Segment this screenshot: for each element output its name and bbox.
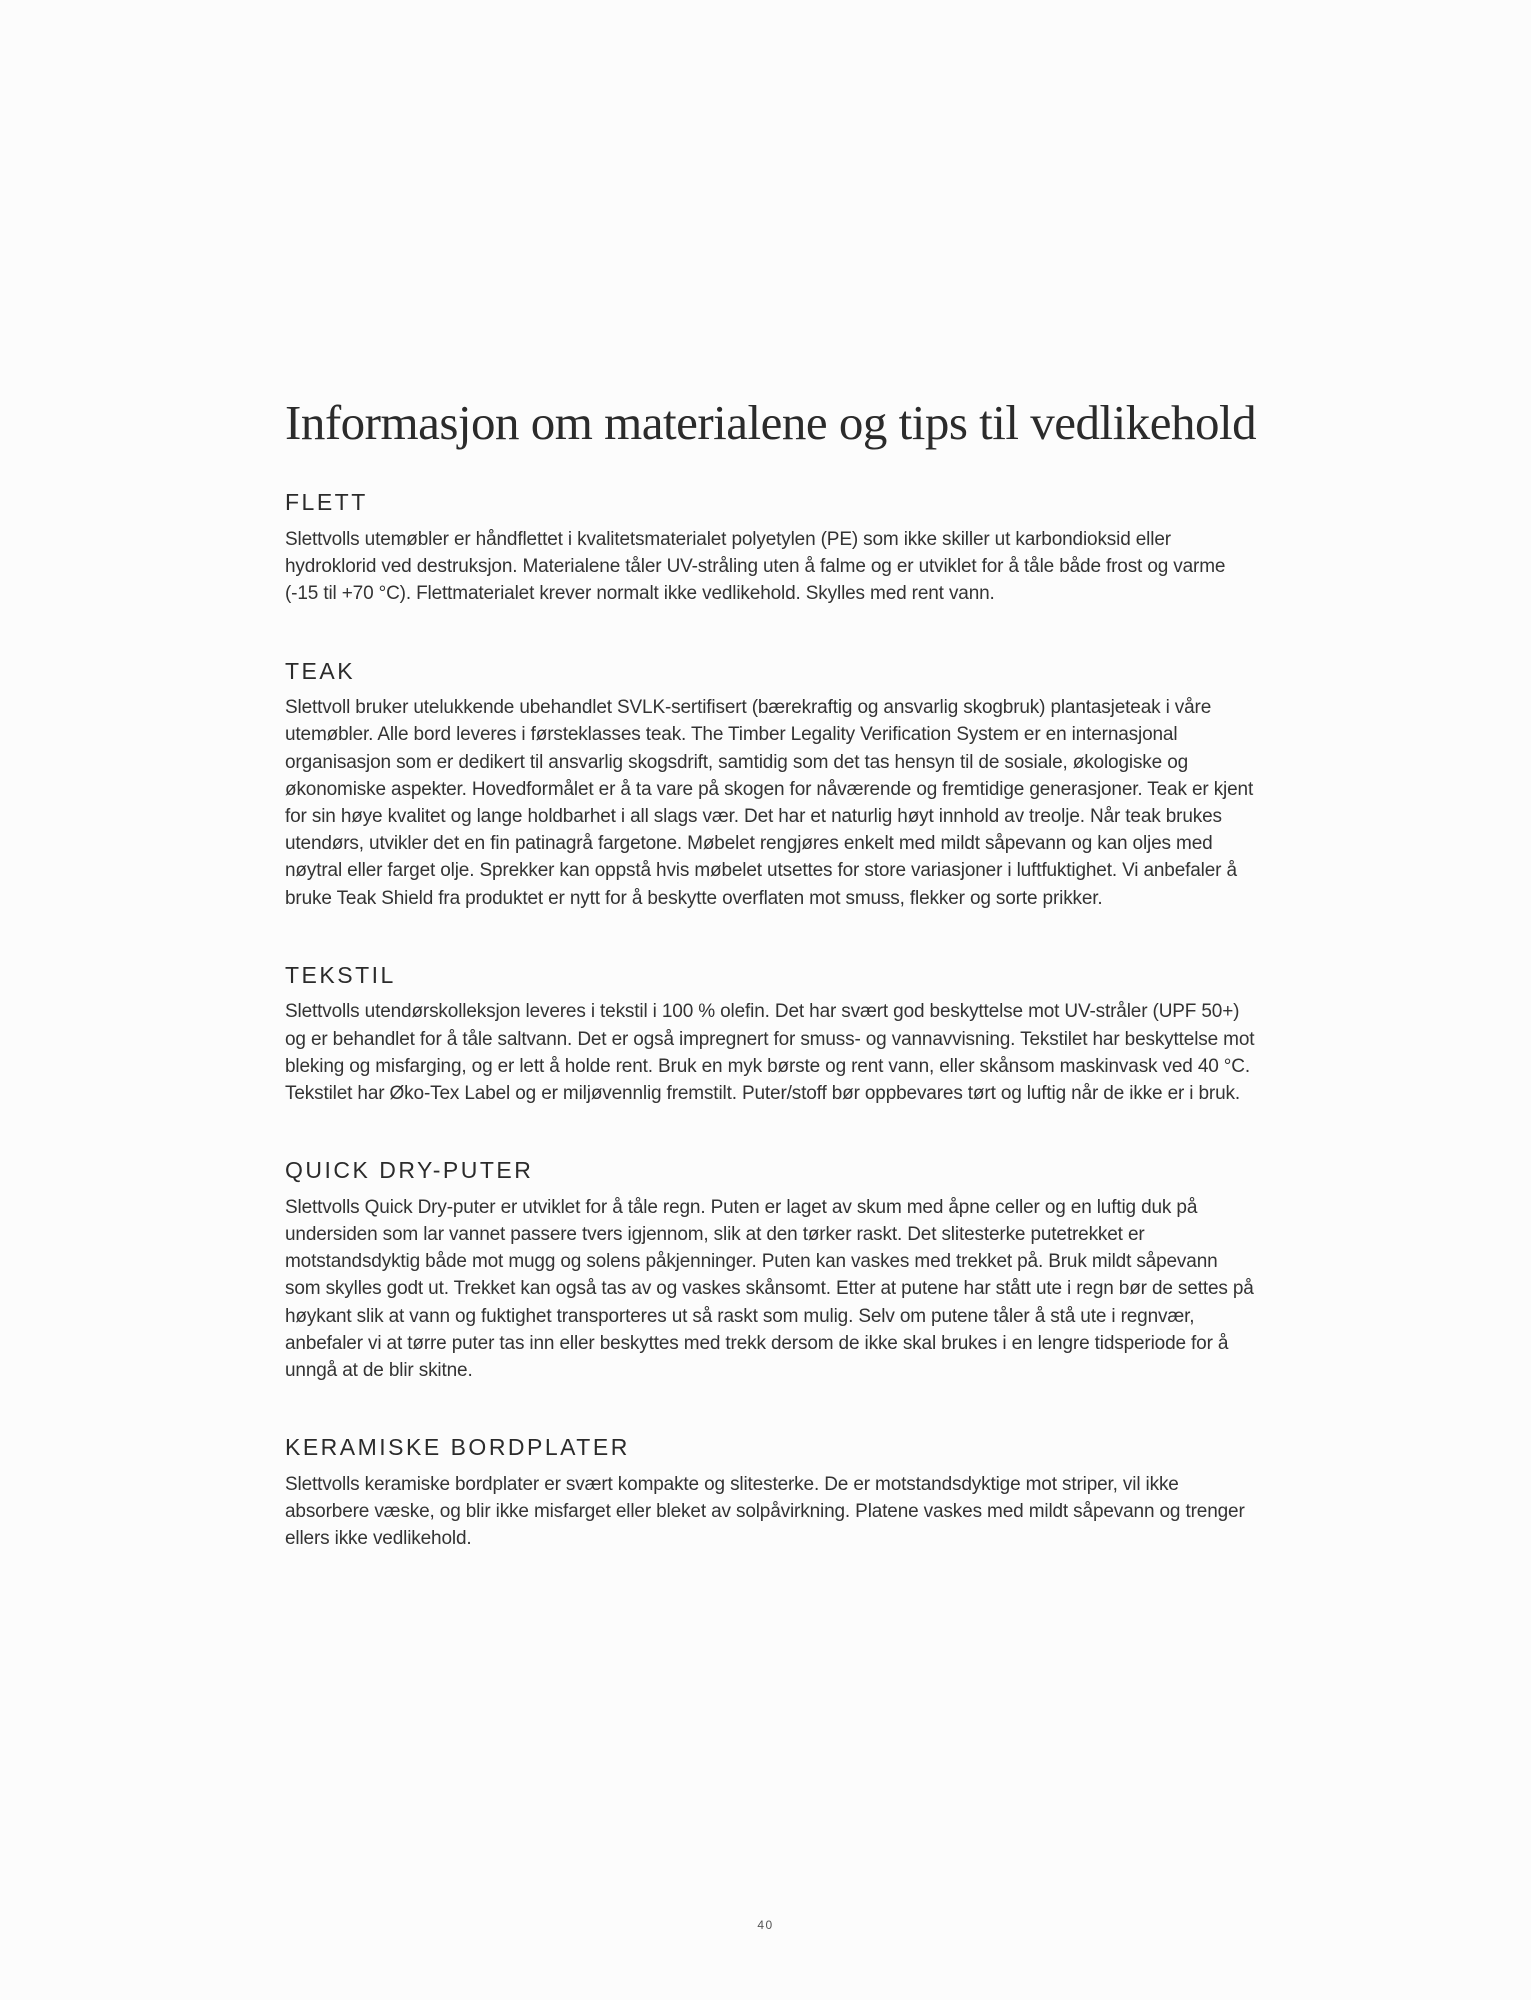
section-flett (285, 489, 1255, 607)
section-body: Slettvoll bruker utelukkende ubehandlet SVLK-sertifisert (bærekraftig og ansvarlig skogbruk) plantasjeteak i våre utemøbler. Alle bord leveres i førsteklasses teak. The Timber Legality Verification System er en internasjonal organisasjon som er dedikert til ansvarlig skogsdrift, samtidig som det tas hensyn til de sosiale, økologiske og økonomiske aspekter. Hovedformålet er å ta vare på skogen for nåværende og fremtidige generasjoner. Teak er kjent for sin høye kvalitet og lange holdbarhet i all slags vær. Det har et naturlig høyt innhold av treolje. Når teak brukes utendørs, utvikler det en fin patinagrå fargetone. Møbelet rengjøres enkelt med mildt såpevann og kan oljes med nøytral eller farget olje. Sprekker kan oppstå hvis møbelet utsettes for store variasjoner i luftfuktighet. Vi anbefaler å bruke Teak Shield fra produktet er nytt for å beskytte overflaten mot smuss, flekker og sorte prikker. (285, 697, 1254, 909)
section-body: Slettvolls utemøbler er håndflettet i kvalitetsmaterialet polyetylen (PE) som ikke skiller ut karbondioksid eller hydroklorid ved destruksjon. Materialene tåler UV-stråling uten å falme og er utviklet for å tåle både frost og varme (-15 til +70 °C). Flettmaterialet krever normalt ikke vedlikehold. Skylles med rent vann. (285, 528, 1226, 605)
page-title: Informasjon om materialene og tips til vedlikehold (285, 395, 1257, 450)
page-number: 40 (757, 1918, 774, 1932)
section-heading: KERAMISKE BORDPLATER (285, 1434, 630, 1461)
section-body: Slettvolls keramiske bordplater er svært kompakte og slitesterke. De er motstandsdyktige mot striper, vil ikke absorbere væske, og blir ikke misfarget eller bleket av solpåvirkning. Platene vaskes med mildt såpevann og trenger ellers ikke vedlikehold. (285, 1473, 1245, 1550)
section-teak (285, 658, 1255, 912)
section-heading: FLETT (285, 489, 368, 516)
section-quick-dry-puter (285, 1157, 1255, 1384)
section-tekstil (285, 962, 1255, 1107)
section-heading: TEKSTIL (285, 961, 396, 988)
section-heading: QUICK DRY-PUTER (285, 1157, 534, 1184)
document-page (285, 395, 1255, 1602)
section-body: Slettvolls Quick Dry-puter er utviklet for å tåle regn. Puten er laget av skum med åpne celler og en luftig duk på undersiden som lar vannet passere tvers igjennom, slik at den tørker raskt. Det slitesterke putetrekket er motstandsdyktig både mot mugg og solens påkjenninger. Puten kan vaskes med trekket på. Bruk mildt såpevann som skylles godt ut. Trekket kan også tas av og vaskes skånsomt. Etter at putene har stått ute i regn bør de settes på høykant slik at vann og fuktighet transporteres ut så raskt som mulig. Selv om putene tåler å stå ute i regnvær, anbefaler vi at tørre puter tas inn eller beskyttes med trekk dersom de ikke skal brukes i en lengre tidsperiode for å unngå at de blir skitne. (285, 1196, 1254, 1381)
section-keramiske-bordplater (285, 1434, 1255, 1552)
section-heading: TEAK (285, 657, 356, 684)
section-body: Slettvolls utendørskolleksjon leveres i tekstil i 100 % olefin. Det har svært god beskyttelse mot UV-stråler (UPF 50+) og er behandlet for å tåle saltvann. Det er også impregnert for smuss- og vannavvisning. Tekstilet har beskyttelse mot bleking og misfarging, og er lett å holde rent. Bruk en myk børste og rent vann, eller skånsom maskinvask ved 40 °C. Tekstilet har Øko-Tex Label og er miljøvennlig fremstilt. Puter/stoff bør oppbevares tørt og luftig når de ikke er i bruk. (285, 1001, 1255, 1104)
